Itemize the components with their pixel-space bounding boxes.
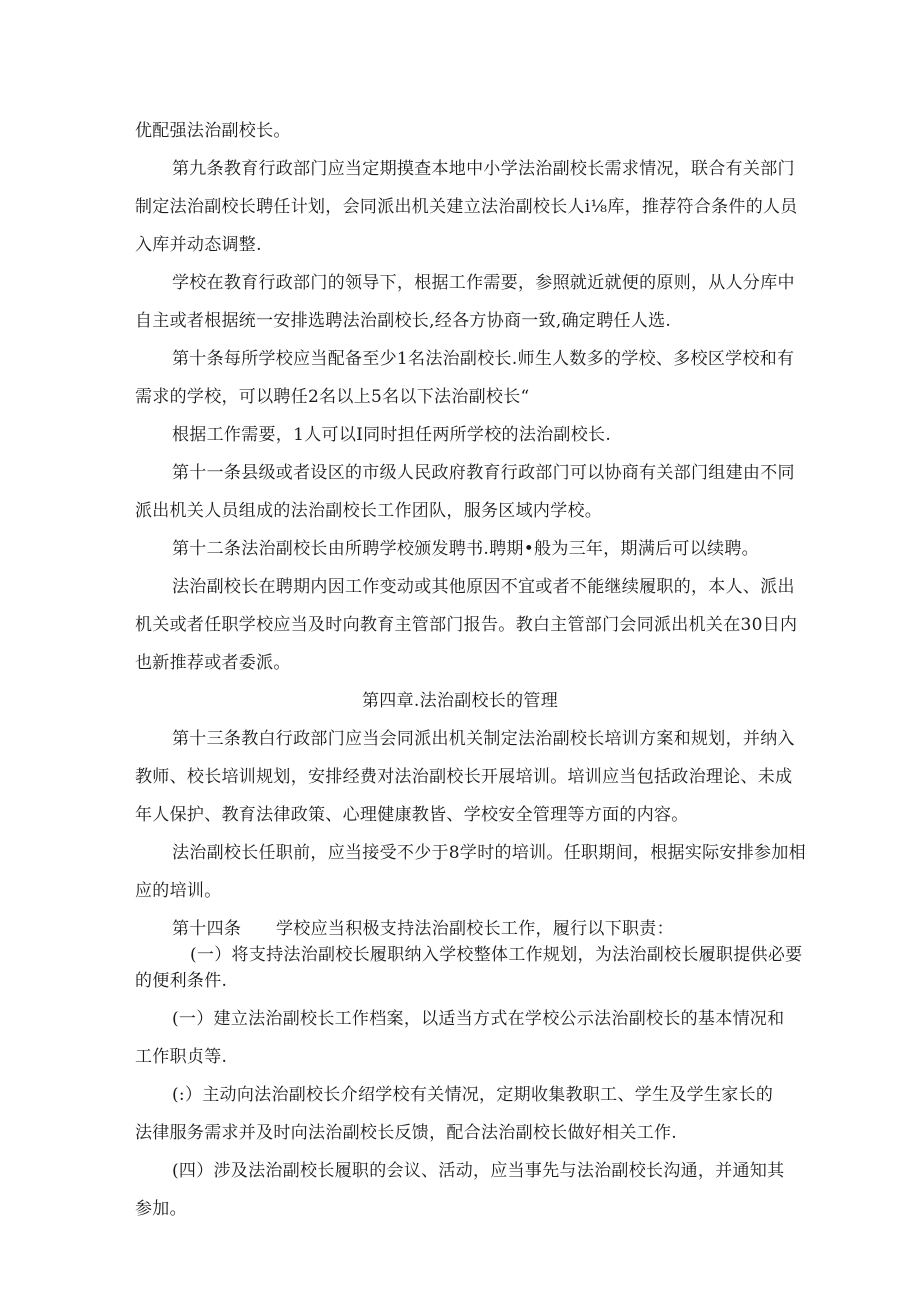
- text-line: 法治副校长任职前，应当接受不少于8学时的培训。任职期间，根据实际安排参加相: [172, 843, 806, 863]
- text-line: 学校在教育行政部门的领导下，根据工作需要，参照就近就便的原则，从人分库中: [172, 273, 795, 293]
- text-line: 应的培训。: [135, 881, 222, 901]
- text-line: 机关或者任职学校应当及时向教育主管部门报告。教白主管部门会同派出机关在30日内: [135, 615, 798, 635]
- text-line: 派出机关人员组成的法治副校长工作团队，服务区域内学校。: [135, 501, 603, 521]
- article-14-text: 学校应当积极支持法治副校长工作，履行以下职责：: [276, 919, 674, 939]
- clause-line: (一）将支持法治副校长履职纳入学校整体工作规划，为法治副校长履职提供必要: [190, 945, 803, 965]
- text-line: 法律服务需求并及时向法治副校长反馈，配合法治副校长做好相关工作.: [135, 1123, 678, 1143]
- text-line: 的便利条件.: [135, 971, 228, 991]
- text-line: 制定法治副校长聘任计划，会同派出机关建立法治副校长人i⅛库，推荐符合条件的人员: [135, 197, 798, 217]
- clause-line: (:）主动向法治副校长介绍学校有关情况，定期收集教职工、学生及学生家长的: [172, 1085, 774, 1105]
- article-11-line-1: 第十一条县级或者设区的市级人民政府教育行政部门可以协商有关部门组建由不同: [172, 463, 795, 483]
- article-9-line-1: 第九条教育行政部门应当定期摸查本地中小学法治副校长需求情况，联合有关部门: [172, 159, 795, 179]
- article-12-line-1: 第十二条法治副校长由所聘学校颁发聘书.聘期•般为三年，期满后可以续聘。: [172, 539, 759, 559]
- article-14-number: 第十四条: [172, 919, 242, 939]
- text-line: 工作职贞等.: [135, 1047, 228, 1067]
- clause-line: (四）涉及法治副校长履职的会议、活动，应当事先与法治副校长沟通，并通知其: [172, 1161, 785, 1181]
- article-10-line-1: 第十条每所学校应当配备至少1名法治副校长.师生人数多的学校、多校区学校和有: [172, 349, 795, 369]
- text-line: 根据工作需要，1人可以I同时担任两所学校的法治副校长.: [172, 425, 612, 445]
- text-line: 年人保护、教育法律政策、心理健康教皆、学校安全管理等方面的内容。: [135, 805, 689, 825]
- text-line: 也新推荐或者委派。: [135, 653, 291, 673]
- text-line: 参加。: [135, 1199, 187, 1219]
- chapter-heading: 第四章.法治副校长的管理: [361, 691, 558, 711]
- text-line: 自主或者根据统一安排选聘法治副校长,经各方协商一致,确定聘任人选.: [135, 311, 672, 331]
- text-line: 需求的学校，可以聘任2名以上5名以下法治副校长“: [135, 387, 530, 407]
- clause-line: (一）建立法治副校长工作档案，以适当方式在学校公示法治副校长的基本情况和: [172, 1009, 785, 1029]
- article-13-line-1: 第十三条教白行政部门应当会同派出机关制定法治副校长培训方案和规划，并纳入: [172, 729, 795, 749]
- text-line: 法治副校长在聘期内因工作变动或其他原因不宜或者不能继续履职的，本人、派出: [172, 577, 795, 597]
- text-line: 教师、校长培训规划，安排经费对法治副校长开展培训。培训应当包括政治理论、未成: [135, 767, 793, 787]
- text-line: 入库并动态调整.: [135, 235, 262, 255]
- text-line: 优配强法治副校长。: [135, 121, 291, 141]
